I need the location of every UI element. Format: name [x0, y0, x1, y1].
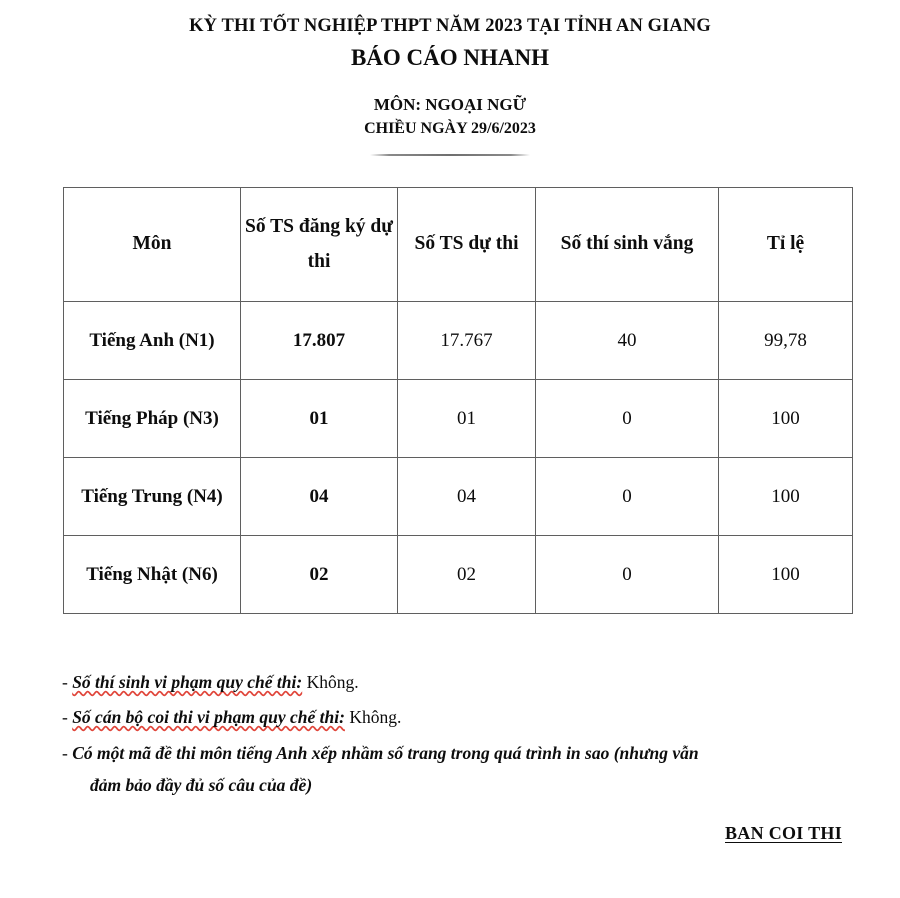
table-body: [64, 302, 853, 614]
report-table: [63, 187, 853, 614]
signature-block: BAN COI THI: [725, 823, 842, 843]
header-divider-wrap: [0, 154, 900, 156]
note-text-line2: đảm bảo đầy đủ số câu của đề): [90, 775, 313, 796]
note-bullet: -: [62, 672, 68, 692]
page-subtitle: BÁO CÁO NHANH: [350, 44, 550, 70]
note-label: Số cán bộ coi thi vi phạm quy chế thi:: [72, 707, 345, 728]
cell-registered: 04: [241, 458, 398, 536]
note-value: Không.: [349, 707, 402, 728]
cell-rate: 100: [719, 536, 853, 614]
note-text-line1: Có một mã đề thi môn tiếng Anh xếp nhầm số trang trong quá trình in sao (nhưng vẫn: [72, 742, 699, 763]
page-title: KỲ THI TỐT NGHIỆP THPT NĂM 2023 TẠI TỈNH AN GIANG: [189, 16, 711, 36]
cell-subject: Tiếng Anh (N1): [64, 302, 241, 380]
table-row: [64, 380, 853, 458]
note-value: Không.: [306, 672, 359, 692]
column-header-rate: Tỉ lệ: [719, 188, 853, 302]
cell-attended: 04: [398, 458, 536, 536]
note-item: [62, 668, 862, 696]
column-header-attended: Số TS dự thi: [398, 188, 536, 302]
column-header-absent: Số thí sinh vắng: [536, 188, 719, 302]
cell-absent: 0: [536, 536, 719, 614]
cell-absent: 0: [536, 380, 719, 458]
cell-attended: 17.767: [398, 302, 536, 380]
notes-section: [62, 668, 862, 806]
table-row: [64, 536, 853, 614]
column-header-registered: Số TS đăng ký dự thi: [241, 188, 398, 302]
cell-rate: 100: [719, 380, 853, 458]
column-header-subject: Môn: [64, 188, 241, 302]
subject-line: MÔN: NGOẠI NGỮ: [373, 95, 527, 115]
cell-absent: 40: [536, 302, 719, 380]
table-row: [64, 458, 853, 536]
report-table-wrap: [63, 187, 852, 614]
table-row: [64, 302, 853, 380]
cell-subject: Tiếng Nhật (N6): [64, 536, 241, 614]
table-header: [64, 188, 853, 302]
note-bullet: -: [62, 707, 68, 728]
cell-absent: 0: [536, 458, 719, 536]
note-bullet: -: [62, 742, 68, 763]
cell-registered: 02: [241, 536, 398, 614]
date-line: CHIỀU NGÀY 29/6/2023: [364, 120, 536, 138]
cell-registered: 17.807: [241, 302, 398, 380]
cell-rate: 99,78: [719, 302, 853, 380]
document-header: [0, 0, 900, 156]
cell-attended: 02: [398, 536, 536, 614]
cell-registered: 01: [241, 380, 398, 458]
table-header-row: [64, 188, 853, 302]
note-label: Số thí sinh vi phạm quy chế thi:: [72, 672, 303, 692]
cell-subject: Tiếng Trung (N4): [64, 458, 241, 536]
note-item: [62, 703, 862, 731]
cell-attended: 01: [398, 380, 536, 458]
cell-subject: Tiếng Pháp (N3): [64, 380, 241, 458]
header-divider: [370, 154, 530, 156]
note-item: [62, 739, 862, 800]
cell-rate: 100: [719, 458, 853, 536]
